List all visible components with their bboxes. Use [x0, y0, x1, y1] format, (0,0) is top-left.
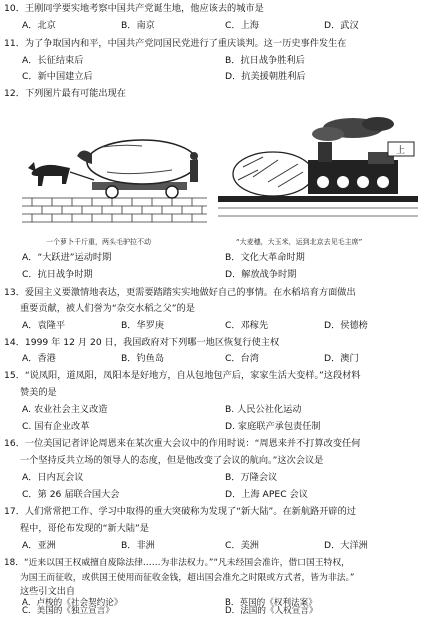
q17-option-c: C．美洲 [225, 540, 259, 551]
q16-option-c: C．第 26 届联合国大会 [22, 489, 120, 500]
q14-option-c: C．台湾 [225, 353, 259, 364]
q11-option-b: B．抗日战争胜利后 [225, 55, 305, 66]
question-17: 17．人们常常把工作、学习中取得的重大突破称为发现了“新大陆”。在新航路开辟的过 [4, 506, 356, 517]
q16-option-d: D．上海 APEC 会议 [225, 489, 308, 500]
question-16: 16．一位美国记者评论周恩来在某次重大会议中的作用时说：“周恩来并不打算改变任何 [4, 438, 361, 449]
q17-option-b: B．非洲 [121, 540, 155, 551]
q12-option-a: A．“大跃进”运动时期 [22, 252, 112, 263]
q13-option-d: D．侯德榜 [324, 320, 368, 331]
left-figure-caption: 一个萝卜千斤重，两头毛驴拉不动 [46, 238, 151, 246]
q11-option-a: A．长征结束后 [22, 55, 84, 66]
q15-option-c: C. 国有企业改革 [22, 421, 90, 432]
q10-option-c: C．上海 [225, 20, 259, 31]
q10-option-d: D．武汉 [324, 20, 359, 31]
q13-option-c: C．邓稼先 [225, 320, 269, 331]
q18-option-c: C．美国的《独立宣言》 [22, 606, 114, 616]
q18-option-a: A．卢梭的《社会契约论》 [22, 598, 123, 608]
question-18: 18．“近来以国王权威擅自废除法律……为非法权力。”“凡未经国会准许，借口国王特权， [4, 558, 350, 568]
question-14: 14．1999 年 12 月 20 日，我国政府对下列哪一地区恢复行使主权 [4, 337, 280, 348]
q10-option-b: B．南京 [121, 20, 155, 31]
right-figure-caption: “大麦穗，大玉米，运到北京去见毛主席” [236, 238, 363, 246]
question-17-line-2: 程中，哥伦布发现的“新大陆”是 [20, 523, 149, 534]
q14-option-d: D．澳门 [324, 353, 359, 364]
question-18-line-2: 为国王而征收，或供国王使用而征收金钱，超出国会准允之时限或方式者，皆为非法。” [20, 573, 355, 583]
q17-option-a: A．亚洲 [22, 540, 56, 551]
q12-option-c: C．抗日战争时期 [22, 269, 93, 280]
train-banner: 上 [396, 146, 406, 156]
question-10: 10．王刚同学要实地考察中国共产党诞生地，他应该去的城市是 [4, 3, 264, 14]
harvest-train-illustration [218, 112, 418, 236]
q16-option-b: B．万隆会议 [225, 472, 278, 483]
q15-option-d: D. 家庭联产承包责任制 [225, 421, 321, 432]
q12-option-d: D．解放战争时期 [225, 269, 297, 280]
q10-option-a: A．北京 [22, 20, 56, 31]
q15-option-b: B. 人民公社化运动 [225, 404, 302, 415]
q14-option-a: A．香港 [22, 353, 56, 364]
question-15: 15．“说凤阳，道凤阳，凤阳本是好地方，自从包地包产后，家家生活大变样。”这段材料 [4, 370, 361, 381]
question-13-line-2: 重要贡献，被人们誉为“杂交水稻之父”的是 [20, 303, 195, 314]
q17-option-d: D．大洋洲 [324, 540, 368, 551]
question-12: 12．下列图片最有可能出现在 [4, 88, 126, 99]
q15-option-a: A. 农业社会主义改造 [22, 404, 108, 415]
q11-option-c: C．新中国建立后 [22, 71, 93, 82]
question-18-line-3: 这些引文出自 [20, 586, 76, 597]
q18-option-d: D．法国的《人权宣言》 [225, 606, 318, 616]
question-15-line-2: 赞美的是 [20, 387, 57, 398]
q13-option-b: B．华罗庚 [121, 320, 165, 331]
q18-option-b: B．英国的《权利法案》 [225, 598, 317, 608]
q12-option-b: B．文化大革命时期 [225, 252, 305, 263]
question-13: 13．爱国主义要激情地表达，更需要踏踏实实地做好自己的事情。在水稻培育方面做出 [4, 287, 356, 298]
question-11: 11．为了争取国内和平，中国共产党同国民党进行了重庆谈判。这一历史事件发生在 [4, 38, 347, 49]
q14-option-b: B．钓鱼岛 [121, 353, 165, 364]
q13-option-a: A．袁隆平 [22, 320, 66, 331]
q11-option-d: D．抗美援朝胜利后 [225, 71, 306, 82]
radish-cart-illustration [22, 132, 207, 236]
q16-option-a: A．日内瓦会议 [22, 472, 84, 483]
question-16-line-2: 一个坚持反共立场的领导人的态度，但是他改变了会议的航向。”这次会议是 [20, 455, 324, 466]
